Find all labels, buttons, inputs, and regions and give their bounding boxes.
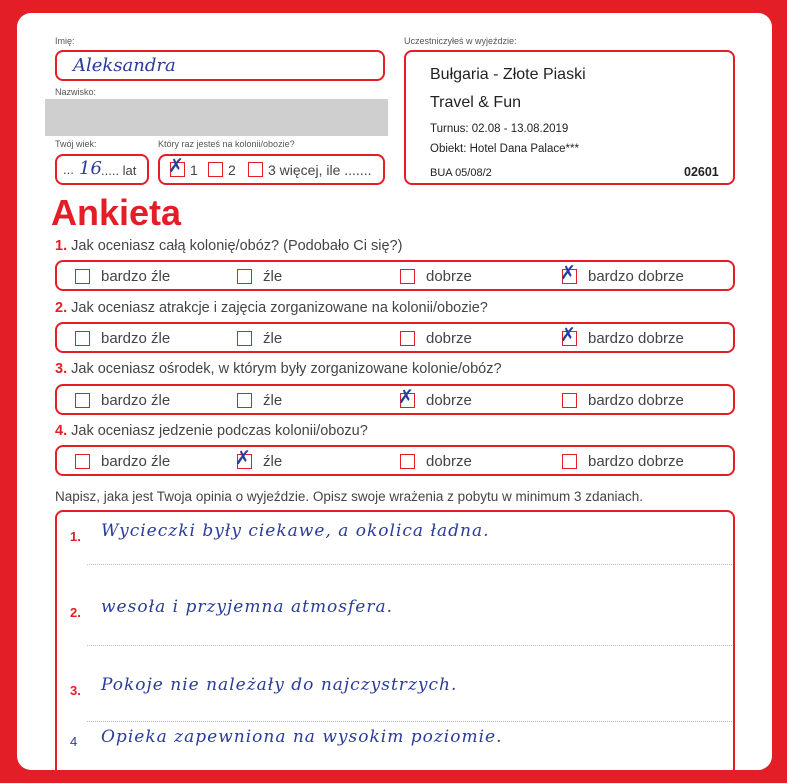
q3-checkbox-dobrze[interactable] xyxy=(398,386,415,408)
q3-option-dobrze: dobrze xyxy=(426,392,472,409)
q3-checkbox-zle[interactable] xyxy=(237,393,252,408)
q4-option-zle: źle xyxy=(263,453,283,470)
surname-redaction xyxy=(45,99,388,136)
question-4-number: 4. xyxy=(55,423,68,439)
trip-destination: Bułgaria - Złote Piaski xyxy=(430,66,586,83)
opinion-line-4-number: 4 xyxy=(70,734,78,749)
trip-organizer: Travel & Fun xyxy=(430,94,521,111)
times-option-1: 1 xyxy=(190,162,198,178)
question-1 xyxy=(55,238,402,254)
trip-turnus: Turnus: 02.08 - 13.08.2019 xyxy=(430,123,569,135)
q1-option-zle: źle xyxy=(263,268,283,285)
times-checkbox-2[interactable] xyxy=(208,162,223,177)
ruled-line xyxy=(87,564,732,565)
q1-option-bardzo-zle: bardzo źle xyxy=(101,268,171,285)
times-option-2: 2 xyxy=(228,162,236,178)
question-2-options xyxy=(55,322,735,353)
name-label: Imię: xyxy=(55,36,75,46)
ruled-line xyxy=(87,721,732,722)
q2-option-bardzo-zle: bardzo źle xyxy=(101,330,171,347)
name-field[interactable] xyxy=(55,50,385,81)
check-mark-icon: ✗ xyxy=(398,386,414,408)
q2-option-bardzo-dobrze: bardzo dobrze xyxy=(588,330,684,347)
age-suffix: ..... lat xyxy=(101,163,137,178)
opinion-line-4-text: Opieka zapewniona na wysokim poziomie. xyxy=(101,727,503,747)
times-field xyxy=(158,154,385,185)
question-4-text: Jak oceniasz jedzenie podczas kolonii/obozu? xyxy=(71,423,368,439)
question-2 xyxy=(55,300,488,316)
question-3 xyxy=(55,361,502,377)
check-mark-icon: ✗ xyxy=(560,324,576,346)
survey-sheet xyxy=(17,13,772,770)
q4-checkbox-zle[interactable] xyxy=(235,447,252,469)
opinion-line-3-number: 3. xyxy=(70,683,81,698)
age-label: Twój wiek: xyxy=(55,139,97,149)
question-2-text: Jak oceniasz atrakcje i zajęcia zorganizowane na kolonii/obozie? xyxy=(71,300,488,316)
check-mark-icon: ✗ xyxy=(560,262,576,284)
surname-label: Nazwisko: xyxy=(55,87,97,97)
q1-checkbox-bardzo-zle[interactable] xyxy=(75,269,90,284)
question-3-number: 3. xyxy=(55,361,68,377)
q1-checkbox-dobrze[interactable] xyxy=(400,269,415,284)
age-prefix: ... xyxy=(63,162,74,177)
question-4 xyxy=(55,423,368,439)
question-3-options xyxy=(55,384,735,415)
question-3-text: Jak oceniasz ośrodek, w którym były zorganizowane kolonie/obóz? xyxy=(71,361,502,377)
q1-checkbox-zle[interactable] xyxy=(237,269,252,284)
question-1-number: 1. xyxy=(55,238,68,254)
question-4-options xyxy=(55,445,735,476)
q3-checkbox-bardzo-dobrze[interactable] xyxy=(562,393,577,408)
trip-number: 02601 xyxy=(684,165,719,179)
question-1-options xyxy=(55,260,735,291)
q4-checkbox-dobrze[interactable] xyxy=(400,454,415,469)
q3-checkbox-bardzo-zle[interactable] xyxy=(75,393,90,408)
q2-checkbox-zle[interactable] xyxy=(237,331,252,346)
q2-option-dobrze: dobrze xyxy=(426,330,472,347)
age-field[interactable] xyxy=(55,154,149,185)
q2-option-zle: źle xyxy=(263,330,283,347)
q2-checkbox-bardzo-dobrze[interactable] xyxy=(560,324,577,346)
q4-option-bardzo-zle: bardzo źle xyxy=(101,453,171,470)
age-value: 16 xyxy=(79,158,102,179)
question-1-text: Jak oceniasz całą kolonię/obóz? (Podobało Ci się?) xyxy=(71,238,403,254)
q2-checkbox-dobrze[interactable] xyxy=(400,331,415,346)
opinion-prompt: Napisz, jaka jest Twoja opinia o wyjeździe. Opisz swoje wrażenia z pobytu w minimum 3 zdaniach. xyxy=(55,489,644,504)
trip-label: Uczestniczyłeś w wyjeździe: xyxy=(404,36,517,46)
q4-checkbox-bardzo-dobrze[interactable] xyxy=(562,454,577,469)
q3-option-bardzo-zle: bardzo źle xyxy=(101,392,171,409)
q4-option-dobrze: dobrze xyxy=(426,453,472,470)
trip-code: BUA 05/08/2 xyxy=(430,167,492,179)
times-checkbox-1[interactable] xyxy=(168,155,185,177)
opinion-line-2-number: 2. xyxy=(70,605,81,620)
q1-option-bardzo-dobrze: bardzo dobrze xyxy=(588,268,684,285)
q2-checkbox-bardzo-zle[interactable] xyxy=(75,331,90,346)
check-mark-icon: ✗ xyxy=(168,155,184,177)
q1-option-dobrze: dobrze xyxy=(426,268,472,285)
q1-checkbox-bardzo-dobrze[interactable] xyxy=(560,262,577,284)
opinion-line-1-number: 1. xyxy=(70,529,81,544)
opinion-line-1-text: Wycieczki były ciekawe, a okolica ładna. xyxy=(101,521,490,541)
q4-option-bardzo-dobrze: bardzo dobrze xyxy=(588,453,684,470)
name-value: Aleksandra xyxy=(73,55,176,76)
times-checkbox-3[interactable] xyxy=(248,162,263,177)
trip-obiekt: Obiekt: Hotel Dana Palace*** xyxy=(430,143,579,155)
question-2-number: 2. xyxy=(55,300,68,316)
opinion-line-2-text: wesoła i przyjemna atmosfera. xyxy=(101,597,394,617)
opinion-line-3-text: Pokoje nie należały do najczystrzych. xyxy=(101,675,458,695)
times-label: Który raz jesteś na kolonii/obozie? xyxy=(158,139,295,149)
survey-title: Ankieta xyxy=(51,192,182,233)
q4-checkbox-bardzo-zle[interactable] xyxy=(75,454,90,469)
times-option-3: 3 więcej, ile ....... xyxy=(268,162,372,178)
ruled-line xyxy=(87,645,732,646)
q3-option-zle: źle xyxy=(263,392,283,409)
trip-info-box xyxy=(404,50,735,185)
check-mark-icon: ✗ xyxy=(235,447,251,469)
q3-option-bardzo-dobrze: bardzo dobrze xyxy=(588,392,684,409)
